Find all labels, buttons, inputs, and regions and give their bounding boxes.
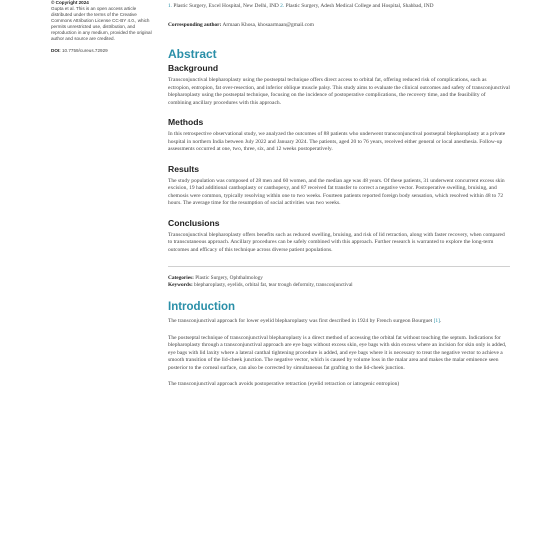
article-metadata xyxy=(168,275,510,289)
corresponding-author xyxy=(168,22,510,28)
affiliation-1-number: 1. xyxy=(168,3,173,9)
abstract-title: Abstract xyxy=(168,47,217,61)
introduction-paragraph-2: The postseptal technique of transconjunctival blepharoplasty is a direct method of accessing the orbital fat without touching the septum. Indications for blepharoplasty through a transconjunctival approach are eye bags without excess skin, eye bags with skin excess where an incision for skin only is added, eye bags with lid laxity where a lateral canthal tightening procedure is added, and eye bags where it is necessary to treat the negative vector to achieve a smooth transition of the lid-cheek junction. The negative vector, which is caused by volume loss in the malar area and makes the malar eminence seen posterior to the corneal surface, can also be corrected by simultaneous fat grafting to the lid-cheek junction. xyxy=(168,334,507,371)
keywords-line xyxy=(168,282,510,289)
abstract-background xyxy=(168,63,510,107)
affiliation-1: Plastic Surgery, Excel Hospital, New Delhi, IND xyxy=(173,3,279,9)
introduction-paragraph-3: The transconjunctival approach avoids postoperative retraction (eyelid retraction or iatrogenic entropion) xyxy=(168,381,400,387)
doi-line xyxy=(51,48,155,53)
background-heading: Background xyxy=(168,63,219,73)
abstract-methods xyxy=(168,117,510,154)
introduction-paragraph-1-end: . xyxy=(439,318,442,324)
keywords-label: Keywords: xyxy=(168,282,193,288)
copyright-notice xyxy=(51,0,155,42)
conclusions-heading: Conclusions xyxy=(168,217,220,228)
methods-heading: Methods xyxy=(168,117,204,127)
affiliations xyxy=(168,3,510,10)
article-info-sidebar xyxy=(51,0,155,53)
abstract-results xyxy=(168,164,510,208)
categories-label: Categories: xyxy=(168,275,194,281)
copyright-heading: © Copyright 2024 xyxy=(51,0,89,5)
doi-link[interactable]: 10.7759/cureus.72929 xyxy=(61,48,108,53)
categories-line xyxy=(168,275,510,282)
doi-label: DOI: xyxy=(51,48,61,53)
introduction-section xyxy=(168,301,510,389)
corresponding-author-label: Corresponding author: xyxy=(168,22,222,28)
affiliation-2: Plastic Surgery, Adesh Medical College and Hospital, Shahbad, IND xyxy=(285,3,434,9)
section-divider xyxy=(168,266,510,267)
abstract-conclusions xyxy=(168,218,510,255)
keywords-value: blepharoplasty, eyelids, orbital fat, tear trough deformity, transconjunctival xyxy=(194,282,353,288)
methods-text: In this retrospective observational study, we analyzed the outcomes of 88 patients who underwent transconjunctival postseptal blepharoplasty at a private hospital in northern India between July 2022 and January 2024. The patients, aged 20 to 76 years, received either general or local anesthesia. Follow-up assessments occurred at one, two, three, six, and 12 weeks postoperatively. xyxy=(168,131,506,152)
results-heading: Results xyxy=(168,163,200,174)
conclusions-text: Transconjunctival blepharoplasty offers benefits such as reduced swelling, bruising, and risk of lid retraction, along with faster recovery, when compared to transcutaneous approach. Ancillary procedures can be safely combined with this approach. Further research is warranted to explore the long-term outcomes and efficacy of this technique across diverse patient populations. xyxy=(168,231,505,253)
introduction-paragraph-1-text: The transconjunctival approach for lower eyelid blepharoplasty was first described in 1924 by French surgeon Bourguet xyxy=(168,318,434,324)
introduction-paragraph-1 xyxy=(168,318,510,326)
citation-link[interactable]: [1] xyxy=(433,318,440,324)
affiliation-2-number: 2. xyxy=(280,3,285,9)
results-text: The study population was composed of 28 men and 60 women, and the median age was 48 years. Of these patients, 31 underwent concurrent excess skin excision, 19 had additional canthoplasty or canthopexy, and 87 received fat transfer to correct a negative vector. Postoperative swelling, bruising, and chemosis were common, typically resolving within one to two weeks. Fourteen patients reported foreign body sensation, which resolved within 48 to 72 hours. The average time for the resumption of social activities was two weeks. xyxy=(168,177,505,206)
article-body xyxy=(168,0,510,398)
copyright-text: Gupta et al. This is an open access article distributed under the terms of the Creative Commons Attribution License CC-BY 4.0., which permits unrestricted use, distribution, and reproduction in any medium, provided the original author and source are credited. xyxy=(51,6,152,41)
introduction-title: Introduction xyxy=(168,301,236,313)
background-text: Transconjunctival blepharoplasty using the postseptal technique offers direct access to orbital fat, offering reduced risk of complications, such as ectropion, entropion, fat over-resection, and inferior oblique muscle palsy. This study aims to evaluate the clinical outcomes and safety of transconjunctival blepharoplasty using the postseptal technique, focusing on the incidence of postoperative complications, the recovery time, and the feasibility of combining ancillary procedures with this approach. xyxy=(168,77,510,106)
corresponding-author-value[interactable]: Armaan Khosa, khosaarmaan@gmail.com xyxy=(222,22,314,28)
categories-value: Plastic Surgery, Ophthalmology xyxy=(195,275,263,281)
